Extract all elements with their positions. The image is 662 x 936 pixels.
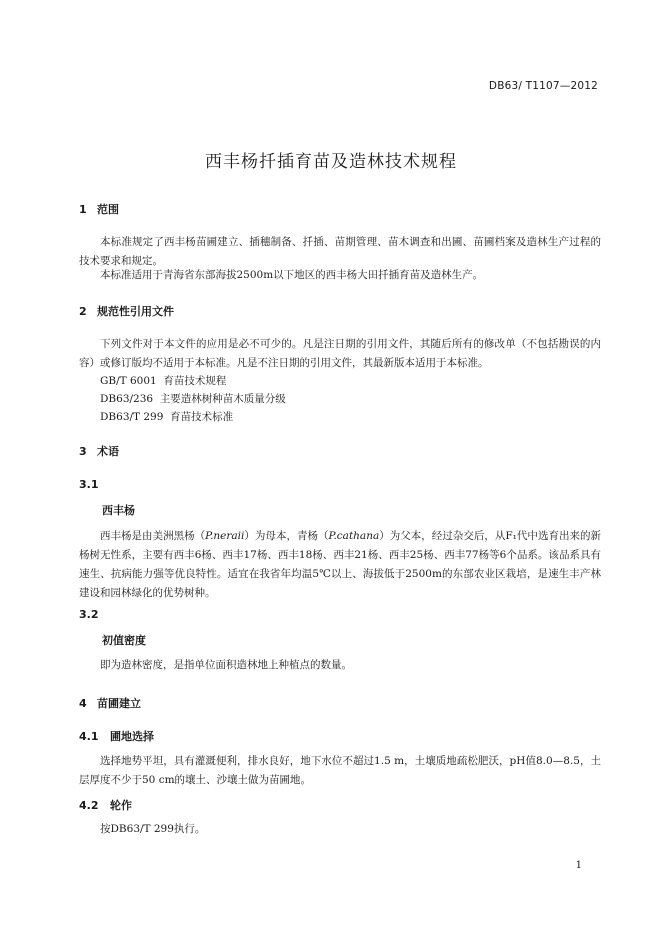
term-title: 西丰杨 [102, 504, 135, 517]
section-heading [79, 303, 174, 319]
section-title: 苗圃建立 [97, 697, 141, 710]
definition-text: ）为母本，青杨（ [244, 530, 329, 542]
reference-item: GB/T 6001 育苗技术规程 [100, 375, 227, 387]
paragraph: 本标准适用于青海省东部海拔2500m以下地区的西丰杨大田扦插育苗及造林生产。 [100, 269, 484, 281]
subsection-title: 圃地选择 [110, 730, 154, 743]
latin-name: P.cathana [328, 530, 380, 542]
paragraph: 选择地势平坦，具有灌溉便利，排水良好，地下水位不超过1.5 m，土壤质地疏松肥沃，pH值8.0—8.5，土层厚度不少于50 cm的壤土、沙壤土做为苗圃地。 [79, 755, 601, 786]
section-title: 规范性引用文件 [97, 305, 174, 318]
section-number: 1 [79, 203, 87, 216]
document-code: DB63/ T1107—2012 [488, 80, 598, 92]
term-number: 3.1 [79, 478, 99, 491]
definition-text: ）为父本，经过杂交后，从F₁代中选育出来的新杨树无性系，主要有西丰6杨、西丰17杨、西丰18杨、西丰21杨、西丰25杨、西丰77杨等6个品系。该品系具有速生、抗病能力强等优良特性。适宜在我省年均温5℃以上、海拔低于2500m的东部农业区栽培，是速生丰产林建设和园林绿化的优势树种。 [79, 530, 602, 599]
section-number: 3 [79, 445, 87, 458]
page-title: 西丰杨扦插育苗及造林技术规程 [205, 152, 457, 172]
term-number: 3.2 [79, 608, 99, 621]
subsection-number: 4.2 [79, 799, 99, 812]
section-title: 范围 [97, 203, 119, 216]
page-number: 1 [575, 860, 582, 871]
paragraph: 下列文件对于本文件的应用是必不可少的。凡是注日期的引用文件，其随后所有的修改单（不包括勘误的内容）或修订版均不适用于本标准。凡是不注日期的引用文件，其最新版本适用于本标准。 [79, 338, 601, 369]
definition-text: 西丰杨是由美洲黑杨（ [100, 530, 206, 542]
section-number: 2 [79, 305, 87, 318]
section-number: 4 [79, 697, 87, 710]
section-heading [79, 695, 141, 711]
paragraph: 本标准规定了西丰杨苗圃建立、插穗制备、扦插、苗期管理、苗木调查和出圃、苗圃档案及造林生产过程的技术要求和规定。 [79, 236, 601, 267]
term-definition: 即为造林密度，是指单位面积造林地上种植点的数量。 [100, 659, 352, 671]
term-title: 初值密度 [102, 634, 146, 647]
subsection-number: 4.1 [79, 730, 99, 743]
subsection-title: 轮作 [110, 799, 132, 812]
subsection-heading [79, 797, 132, 813]
latin-name: P.neraii [205, 530, 245, 542]
reference-item: DB63/236 主要造林树种苗木质量分级 [100, 393, 286, 405]
term-definition [79, 527, 601, 603]
subsection-heading [79, 728, 154, 744]
reference-item: DB63/T 299 育苗技术标准 [100, 411, 234, 423]
section-title: 术语 [97, 445, 119, 458]
paragraph: 按DB63/T 299执行。 [100, 823, 206, 835]
section-heading [79, 443, 119, 459]
section-heading [79, 201, 119, 217]
